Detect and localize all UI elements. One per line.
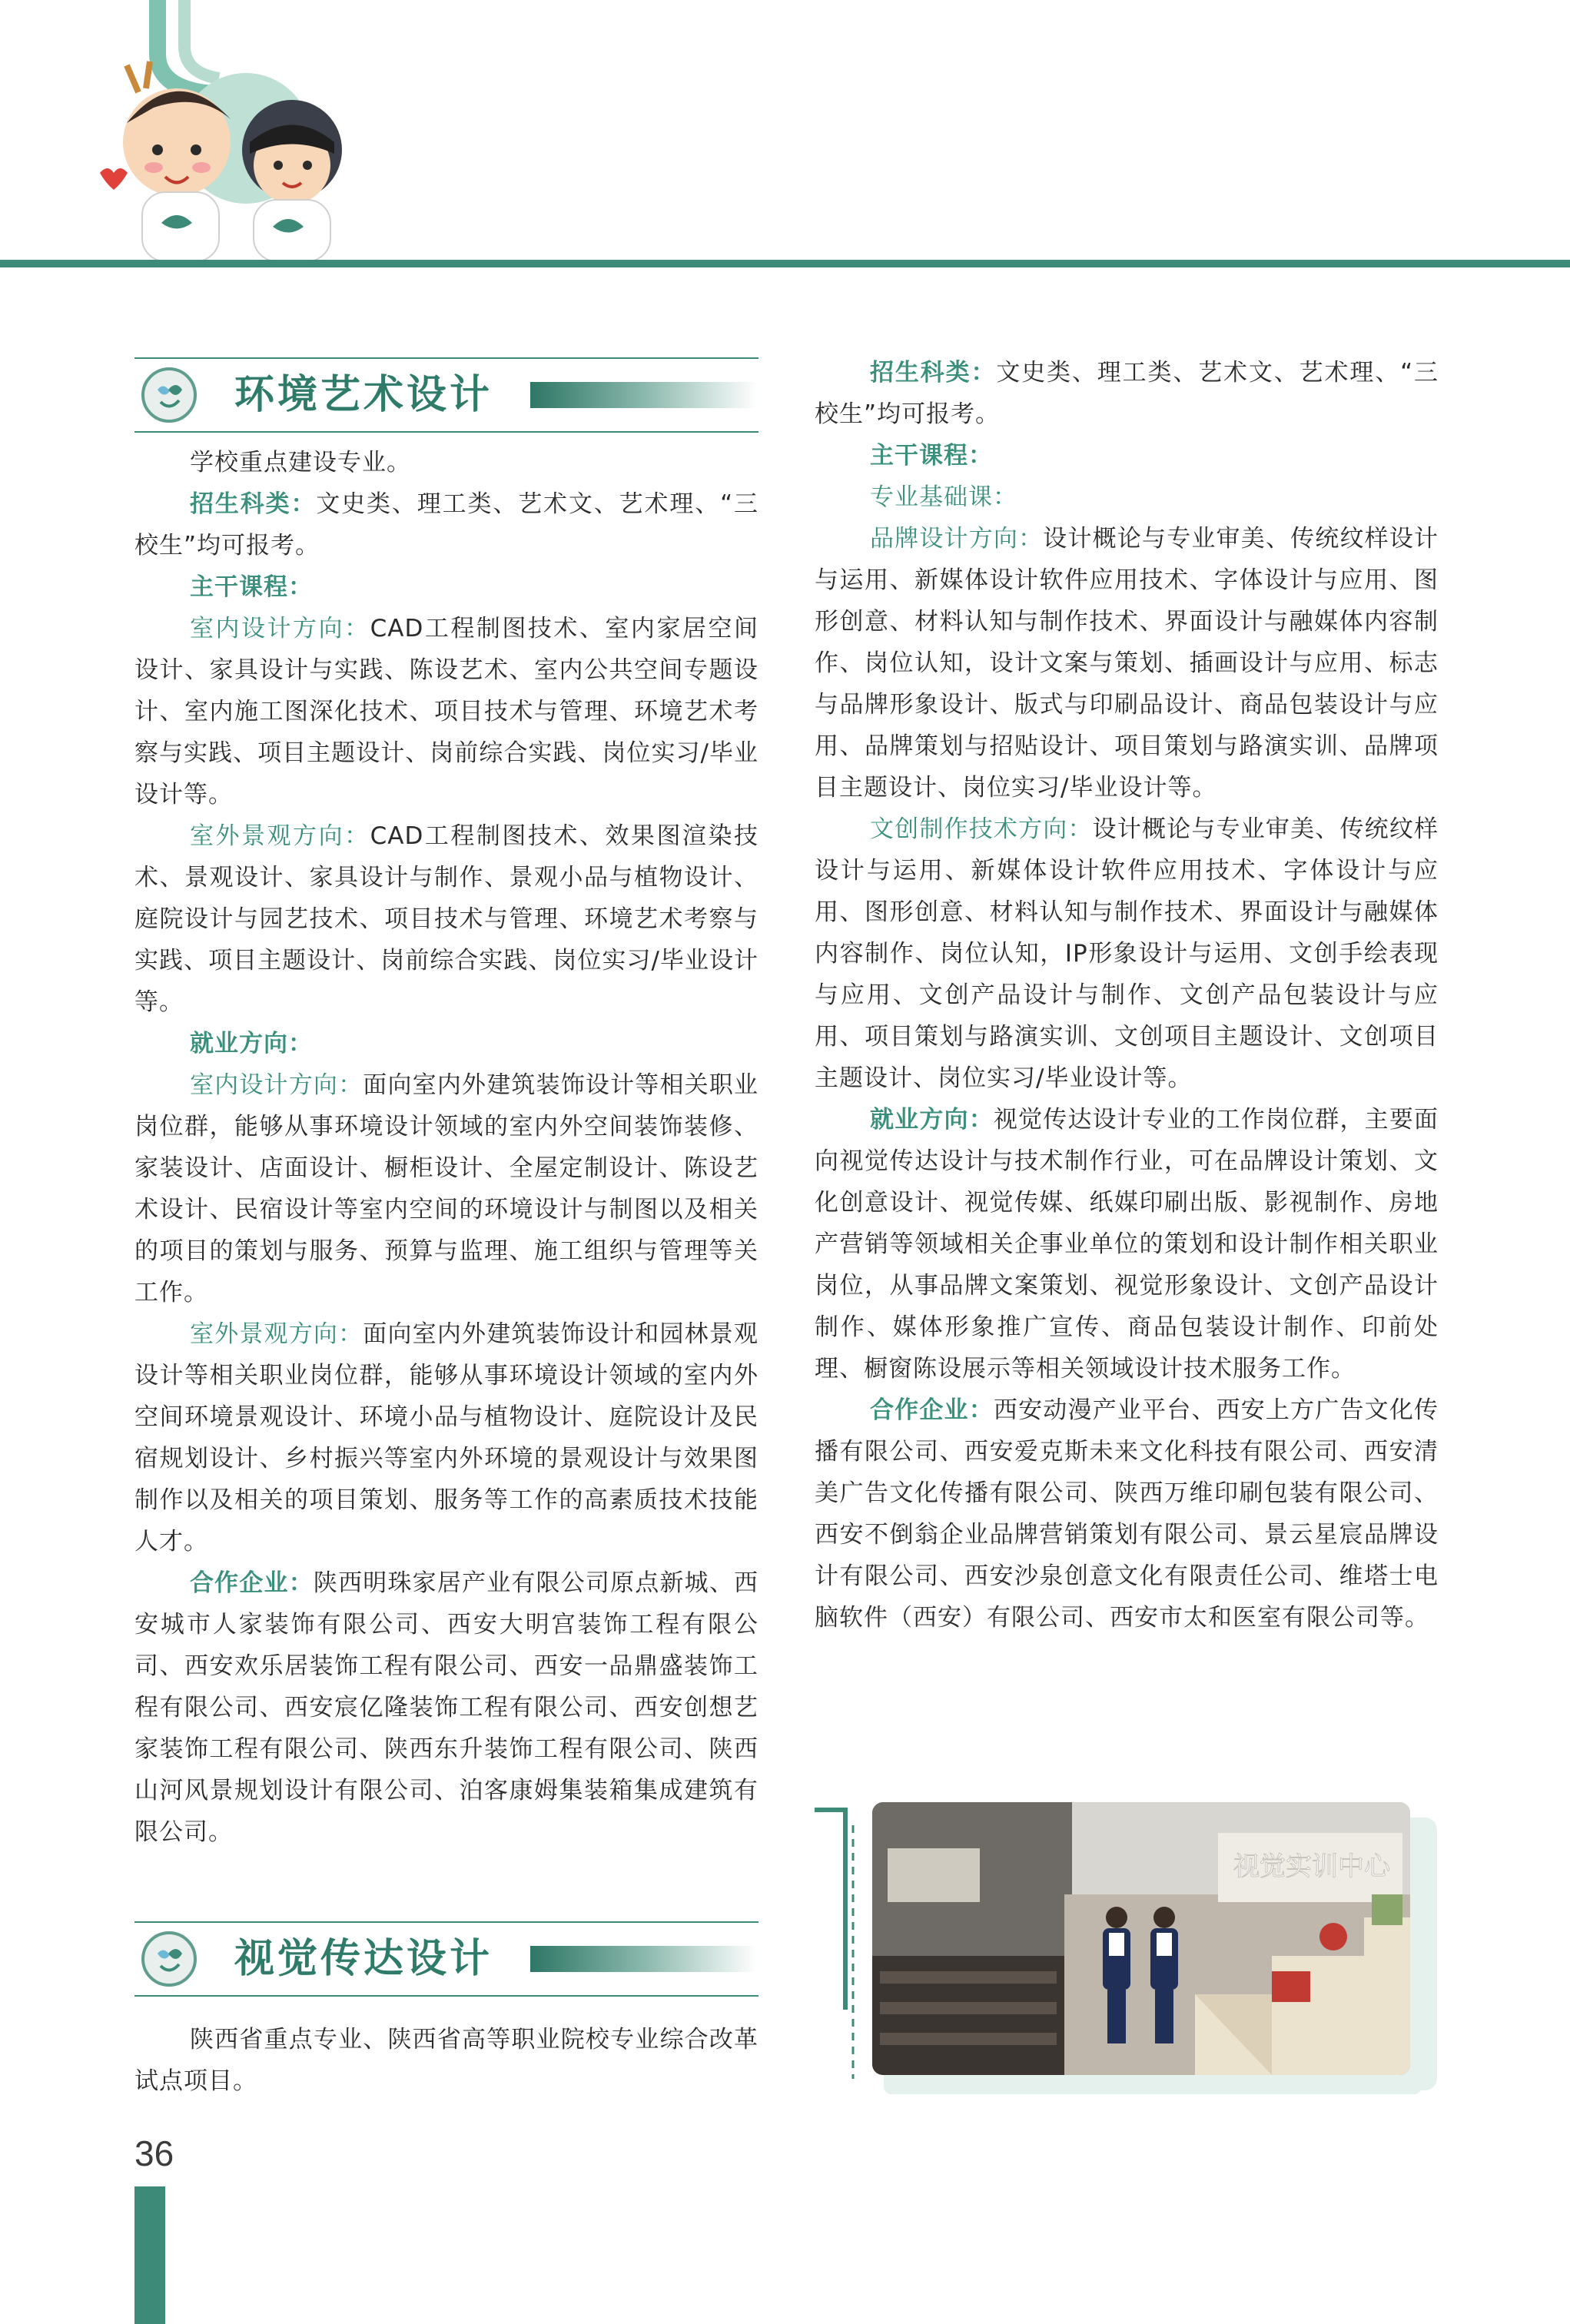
visual-brand-text: 设计概论与专业审美、传统纹样设计与运用、新媒体设计软件应用技术、字体设计与应用、图形创意、材料认知与制作技术、界面设计与融媒体内容制作、岗位认知，设计文案与策划、插画设计与应用、标志与品牌形象设计、版式与印刷品设计、商品包装设计与应用、品牌策划与招贴设计、项目策划与路演实训、品牌项目主题设计、岗位实习/毕业设计等。 — [815, 525, 1439, 802]
visual-creative-text: 设计概论与专业审美、传统纹样设计与运用、新媒体设计软件应用技术、字体设计与应用、图形创意、材料认知与制作技术、界面设计与融媒体内容制作、岗位认知，IP形象设计与运用、文创手绘表现与应用、文创产品设计与制作、文创产品包装设计与应用、项目策划与路演实训、文创项目主题设计、文创项目主题设计、岗位实习/毕业设计等。 — [815, 815, 1439, 1092]
env-job-outdoor-text: 面向室内外建筑装饰设计和园林景观设计等相关职业岗位群，能够从事环境设计领域的室内外空间环境景观设计、环境小品与植物设计、庭院设计及民宿规划设计、乡村振兴等室内外环境的景观设计与效果图制作以及相关的项目策划、服务等工作的高素质技术技能人才。 — [134, 1320, 759, 1555]
env-job-indoor — [134, 1064, 758, 1313]
env-course-outdoor — [134, 815, 758, 1023]
env-partners — [134, 1562, 758, 1853]
visual-courses-heading — [815, 435, 1439, 476]
env-courses-label: 主干课程： — [190, 573, 313, 601]
visual-basic-heading — [815, 476, 1439, 518]
training-center-photo — [872, 1802, 1410, 2075]
env-recruit-paragraph — [134, 483, 758, 566]
visual-jobs — [815, 1099, 1439, 1389]
section-header-environment-art — [134, 357, 758, 433]
visual-partners-label: 合作企业： — [870, 1396, 994, 1424]
page-number: 36 — [134, 2133, 174, 2173]
env-recruit-text: 文史类、理工类、艺术文、艺术理、“三校生”均可报考。 — [134, 490, 759, 559]
mascot-illustration — [85, 0, 377, 261]
header-rule — [0, 260, 1570, 267]
header-gradient-bar — [530, 382, 757, 408]
section-title: 环境艺术设计 — [234, 372, 493, 418]
visual-jobs-text: 视觉传达设计专业的工作岗位群，主要面向视觉传达设计与技术制作行业，可在品牌设计策划、文化创意设计、视觉传媒、纸媒印刷出版、影视制作、房地产营销等领域相关企事业单位的策划和设计制作相关职业岗位，从事品牌文案策划、视觉形象设计、文创产品设计制作、媒体形象推广宣传、商品包装设计制作、印前处理、橱窗陈设展示等相关领域设计技术服务工作。 — [815, 1106, 1439, 1383]
env-courses-heading — [134, 566, 758, 608]
env-course-outdoor-text: CAD工程制图技术、效果图渲染技术、景观设计、家具设计与制作、景观小品与植物设计、庭院设计与园艺技术、项目技术与管理、环境艺术考察与实践、项目主题设计、岗前综合实践、岗位实习/毕业设计等。 — [134, 822, 758, 1016]
env-partners-text: 陕西明珠家居产业有限公司原点新城、西安城市人家装饰有限公司、西安大明宫装饰工程有限公司、西安欢乐居装饰工程有限公司、西安一品鼎盛装饰工程有限公司、西安宸亿隆装饰工程有限公司、西安创想艺家装饰工程有限公司、陕西东升装饰工程有限公司、陕西山河风景规划设计有限公司、泊客康姆集装箱集成建筑有限公司。 — [134, 1569, 759, 1846]
training-center-photo-frame — [815, 1794, 1437, 2094]
visual-jobs-label: 就业方向： — [870, 1106, 994, 1134]
env-jobs-label: 就业方向： — [190, 1030, 313, 1057]
env-intro: 学校重点建设专业。 — [190, 449, 411, 476]
visual-intro: 陕西省重点专业、陕西省高等职业院校专业综合改革试点项目。 — [134, 2026, 758, 2095]
visual-creative-label: 文创制作技术方向： — [870, 815, 1093, 843]
env-recruit-label: 招生科类： — [190, 490, 317, 518]
section-title: 视觉传达设计 — [234, 1936, 493, 1982]
env-job-outdoor — [134, 1313, 758, 1562]
photo-sign-text: 视觉实训中心 — [1233, 1851, 1390, 1882]
visual-brand-label: 品牌设计方向： — [870, 525, 1044, 553]
section-header-visual-communication — [134, 1921, 758, 1997]
school-logo-icon — [141, 367, 197, 423]
visual-recruit-text: 文史类、理工类、艺术文、艺术理、“三校生”均可报考。 — [815, 359, 1439, 428]
visual-partners — [815, 1389, 1439, 1638]
env-course-indoor — [134, 608, 758, 815]
visual-courses-label: 主干课程： — [870, 442, 993, 470]
env-course-indoor-label: 室内设计方向： — [190, 615, 370, 642]
school-logo-icon — [141, 1931, 197, 1987]
visual-creative — [815, 808, 1439, 1099]
right-column — [815, 352, 1439, 1638]
env-course-outdoor-label: 室外景观方向： — [190, 822, 370, 850]
env-partners-label: 合作企业： — [190, 1569, 314, 1597]
visual-basic-label: 专业基础课： — [870, 483, 1017, 511]
visual-recruit-label: 招生科类： — [870, 359, 997, 387]
env-job-indoor-text: 面向室内外建筑装饰设计等相关职业岗位群，能够从事环境设计领域的室内外空间装饰装修、家装设计、店面设计、橱柜设计、全屋定制设计、陈设艺术设计、民宿设计等室内空间的环境设计与制图以及相关的项目的策划与服务、预算与监理、施工组织与管理等关工作。 — [134, 1071, 759, 1306]
visual-partners-text: 西安动漫产业平台、西安上方广告文化传播有限公司、西安爱克斯未来文化科技有限公司、西安清美广告文化传播有限公司、陕西万维印刷包装有限公司、西安不倒翁企业品牌营销策划有限公司、景云星宸品牌设计有限公司、西安沙泉创意文化有限责任公司、维塔士电脑软件（西安）有限公司、西安市太和医室有限公司等。 — [815, 1396, 1439, 1632]
visual-brand — [815, 518, 1439, 808]
visual-recruit-paragraph — [815, 352, 1439, 435]
env-job-indoor-label: 室内设计方向： — [190, 1071, 363, 1099]
env-job-outdoor-label: 室外景观方向： — [190, 1320, 363, 1348]
visual-intro-block — [134, 2019, 758, 2102]
env-jobs-heading — [134, 1023, 758, 1064]
left-column — [134, 442, 758, 1853]
header-gradient-bar — [530, 1946, 757, 1972]
page-side-bar — [134, 2186, 165, 2324]
env-course-indoor-text: CAD工程制图技术、室内家居空间设计、家具设计与实践、陈设艺术、室内公共空间专题设计、室内施工图深化技术、项目技术与管理、环境艺术考察与实践、项目主题设计、岗前综合实践、岗位实习/毕业设计等。 — [134, 615, 758, 808]
